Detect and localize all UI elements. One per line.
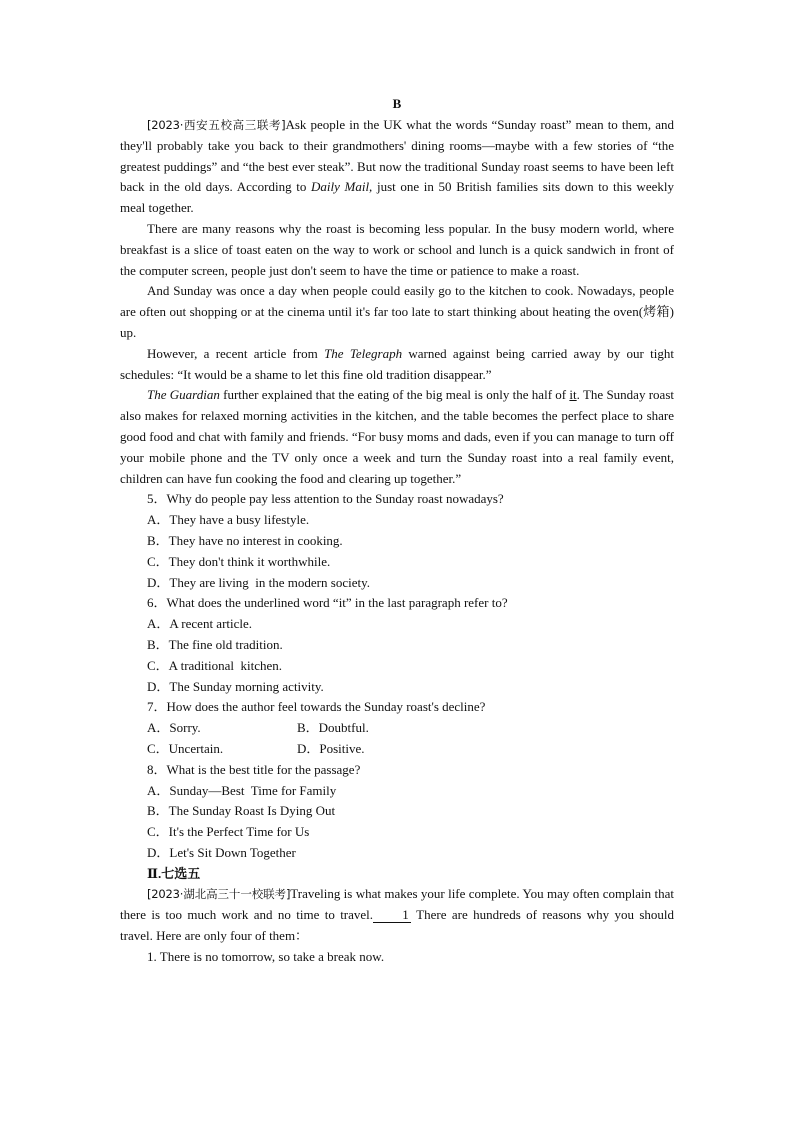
- question-6-option-b: B．The fine old tradition.: [147, 636, 283, 652]
- answer-blank: 1: [373, 908, 411, 923]
- question-8-option-c: C．It's the Perfect Time for Us: [147, 824, 310, 840]
- passage-paragraph-5: [120, 385, 674, 489]
- italic-text: The Telegraph: [324, 345, 403, 361]
- question-5-option-c: C．They don't think it worthwhile.: [147, 553, 331, 569]
- paragraph-text: just one in 50 British families sits down to this weekly meal together.: [120, 179, 674, 216]
- paragraph-text: Ask people in the UK what the words “Sunday roast” mean to them, and they'll probably take you back to their grandmothers' dining rooms—maybe with a few stories of “the greatest puddings” and “the best ever steak”. But now the traditional Sunday roast seems to have been left back in the old days. According to: [120, 117, 674, 195]
- paragraph-text: Traveling is what makes your life complete. You may often complain that there is too much work and no time to travel.: [120, 886, 674, 923]
- document-page: [120, 94, 674, 968]
- question-8-stem: 8．What is the best title for the passage?: [147, 761, 361, 777]
- passage-paragraph-1: [120, 115, 674, 219]
- question-8-option-b: B．The Sunday Roast Is Dying Out: [147, 803, 336, 819]
- question-7-option-c: C．Uncertain.: [147, 740, 224, 756]
- question-7-option-d: D．Positive.: [297, 740, 365, 756]
- section-title: B: [392, 96, 402, 111]
- section-two-intro: [120, 884, 674, 946]
- question-6-option-c: C．A traditional kitchen.: [147, 657, 283, 673]
- italic-text: The Guardian: [147, 387, 220, 403]
- question-6-option-a: A．A recent article.: [147, 616, 253, 632]
- paragraph-text: further explained that the eating of the big meal is only the half of: [219, 387, 570, 403]
- section-two-heading: Ⅱ.七选五: [147, 865, 201, 881]
- question-7-option-a: A．Sorry.: [147, 720, 201, 736]
- passage-paragraph-4: [120, 344, 674, 386]
- italic-text: Daily Mail,: [310, 179, 373, 195]
- underlined-word: it: [569, 387, 577, 403]
- question-7-stem: 7．How does the author feel towards the Sunday roast's decline?: [147, 699, 486, 715]
- source-tag: [2023·湖北高三十一校联考]: [147, 887, 291, 902]
- paragraph-text: However, a recent article from: [147, 345, 325, 361]
- paragraph-text: There are hundreds of reasons why you should travel. Here are only four of them：: [120, 907, 674, 944]
- question-6-stem: 6．What does the underlined word “it” in the last paragraph refer to?: [147, 595, 508, 611]
- question-5-stem: 5．Why do people pay less attention to the Sunday roast nowadays?: [147, 491, 504, 507]
- passage-paragraph-2: There are many reasons why the roast is becoming less popular. In the busy modern world, where breakfast is a slice of toast eaten on the way to work or school and lunch is a quick sandwich in front of the computer screen, people just don't seem to have the time or patience to make a roast.: [120, 220, 674, 278]
- question-5-option-a: A．They have a busy lifestyle.: [147, 512, 310, 528]
- paragraph-text: . The Sunday roast also makes for relaxed morning activities in the kitchen, and the table becomes the perfect place to share good food and chat with family and friends. “For busy moms and dads, even if you can manage to turn off your mobile phone and the TV only once a week and turn the Sunday roast into a real family event, children can have fun cooking the food and clearing up together.”: [120, 387, 674, 486]
- paragraph-text: warned against being carried away by our tight schedules: “It would be a shame to let this fine old tradition disappear.”: [120, 345, 674, 382]
- question-8-option-d: D．Let's Sit Down Together: [147, 844, 296, 860]
- question-5-option-b: B．They have no interest in cooking.: [147, 532, 343, 548]
- question-5-option-d: D．They are living in the modern society.: [147, 574, 370, 590]
- question-7-options-row-2: [120, 739, 674, 760]
- question-8-option-a: A．Sunday—Best Time for Family: [147, 782, 337, 798]
- question-7-options-row-1: [120, 718, 674, 739]
- source-tag: [2023·西安五校高三联考]: [147, 118, 286, 132]
- passage-paragraph-3: And Sunday was once a day when people could easily go to the kitchen to cook. Nowadays, people are often out shopping or at the cinema until it's far too late to start thinking about heating the oven(烤箱) up.: [120, 283, 674, 340]
- section-two-point-1: 1. There is no tomorrow, so take a break now.: [147, 948, 385, 964]
- question-6-option-d: D．The Sunday morning activity.: [147, 678, 324, 694]
- question-7-option-b: B．Doubtful.: [297, 720, 369, 736]
